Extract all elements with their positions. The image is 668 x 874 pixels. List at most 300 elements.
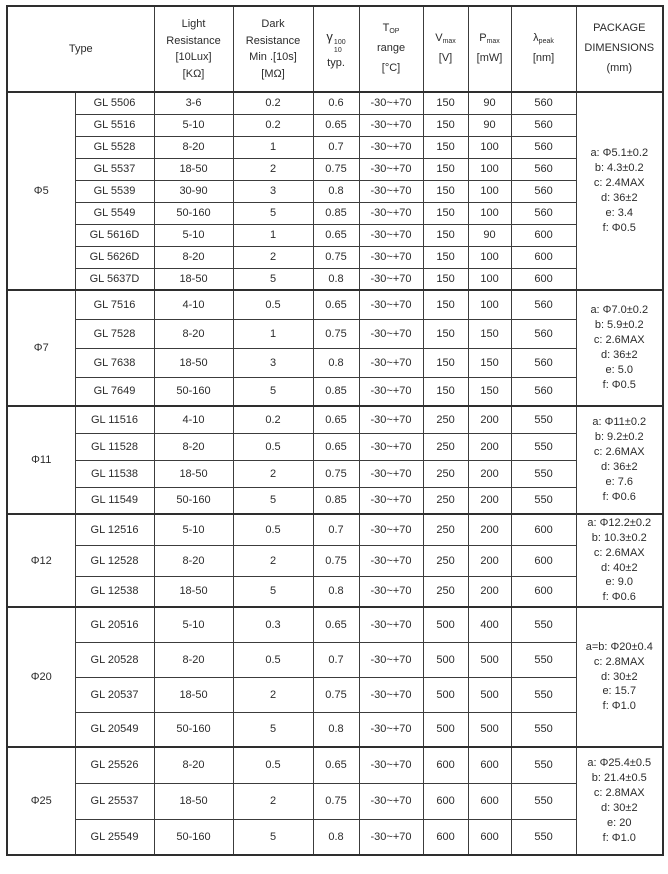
vmax-cell: 150 <box>423 114 468 136</box>
vmax-cell: 250 <box>423 514 468 545</box>
light-resistance-cell: 5-10 <box>154 607 233 642</box>
vmax-cell: 150 <box>423 268 468 290</box>
package-dimension-line: d: 30±2 <box>600 670 638 683</box>
table-row <box>7 460 663 487</box>
table-row <box>7 545 663 576</box>
pmax-cell: 100 <box>468 290 511 319</box>
table-row <box>7 224 663 246</box>
lambda-peak-cell: 550 <box>511 783 576 819</box>
header-type <box>7 6 154 92</box>
model-cell: GL 20549 <box>75 712 154 747</box>
pmax-cell: 200 <box>468 487 511 514</box>
pmax-cell: 100 <box>468 202 511 224</box>
light-resistance-cell: 8-20 <box>154 545 233 576</box>
light-resistance-cell: 50-160 <box>154 712 233 747</box>
package-dimensions-cell <box>576 514 663 607</box>
table-row <box>7 819 663 855</box>
package-dimension-line: d: 36±2 <box>600 192 638 204</box>
table-row <box>7 712 663 747</box>
table-row <box>7 136 663 158</box>
lambda-peak-cell: 550 <box>511 487 576 514</box>
lambda-peak-cell: 560 <box>511 180 576 202</box>
light-resistance-cell: 5-10 <box>154 514 233 545</box>
light-resistance-cell: 8-20 <box>154 642 233 677</box>
vmax-cell: 250 <box>423 576 468 607</box>
table-row <box>7 246 663 268</box>
top-range-cell: -30~+70 <box>359 136 423 158</box>
gamma-cell: 0.75 <box>313 319 359 348</box>
model-cell: GL 5626D <box>75 246 154 268</box>
model-cell: GL 25526 <box>75 747 154 783</box>
dark-resistance-cell: 2 <box>233 460 313 487</box>
package-dimension-line: c: 2.8MAX <box>593 655 645 668</box>
dark-resistance-cell: 0.5 <box>233 514 313 545</box>
package-dimension-line: d: 40±2 <box>600 561 638 574</box>
lambda-peak-cell: 560 <box>511 348 576 377</box>
lambda-peak-cell: 550 <box>511 433 576 460</box>
top-range-cell: -30~+70 <box>359 158 423 180</box>
gamma-cell: 0.65 <box>313 747 359 783</box>
model-cell: GL 5537 <box>75 158 154 180</box>
dark-resistance-cell: 0.5 <box>233 290 313 319</box>
top-range-cell: -30~+70 <box>359 290 423 319</box>
pmax-cell: 200 <box>468 545 511 576</box>
gamma-typ: typ. <box>327 56 345 69</box>
package-dimension-line: b: 10.3±0.2 <box>591 531 647 544</box>
vmax-cell: 150 <box>423 158 468 180</box>
package-dimension-line: f: Φ1.0 <box>602 700 636 713</box>
dark-resistance-cell: 2 <box>233 783 313 819</box>
lambda-peak-cell: 550 <box>511 747 576 783</box>
lambda-peak-cell: 550 <box>511 677 576 712</box>
model-cell: GL 20537 <box>75 677 154 712</box>
dark-resistance-cell: 5 <box>233 268 313 290</box>
pmax-cell: 100 <box>468 246 511 268</box>
dark-resistance-cell: 5 <box>233 712 313 747</box>
model-cell: GL 5506 <box>75 92 154 114</box>
model-cell: GL 11549 <box>75 487 154 514</box>
package-dimensions-cell <box>576 747 663 855</box>
header-lambda-peak: $\lambda_{peak}$ [nm] <box>511 6 576 92</box>
gamma-sub: 10 <box>333 46 342 54</box>
group-label: Φ7 <box>7 290 75 406</box>
pmax-cell: 500 <box>468 712 511 747</box>
top-range-cell: -30~+70 <box>359 514 423 545</box>
top-range-cell: -30~+70 <box>359 642 423 677</box>
gamma-cell: 0.75 <box>313 246 359 268</box>
pmax-cell: 600 <box>468 783 511 819</box>
lambda-peak-cell: 600 <box>511 224 576 246</box>
lambda-peak-cell: 560 <box>511 377 576 406</box>
dark-resistance-cell: 0.2 <box>233 406 313 433</box>
pmax-cell: 150 <box>468 319 511 348</box>
table-row <box>7 677 663 712</box>
top-range-cell: -30~+70 <box>359 202 423 224</box>
package-dimension-line: a: Φ25.4±0.5 <box>587 757 652 770</box>
gamma-cell: 0.7 <box>313 642 359 677</box>
table-row <box>7 514 663 545</box>
dark-resistance-cell: 2 <box>233 246 313 268</box>
table-row <box>7 433 663 460</box>
table-row <box>7 268 663 290</box>
table-row <box>7 92 663 114</box>
light-resistance-cell: 5-10 <box>154 224 233 246</box>
header-type-label: Type <box>68 43 93 55</box>
package-dimension-line: f: Φ0.5 <box>602 378 636 391</box>
package-dimension-line: c: 2.6MAX <box>593 546 645 559</box>
top-range-cell: -30~+70 <box>359 677 423 712</box>
pmax-cell: 200 <box>468 433 511 460</box>
package-dimension-line: c: 2.4MAX <box>593 177 645 190</box>
top-range-cell: -30~+70 <box>359 377 423 406</box>
model-cell: GL 25549 <box>75 819 154 855</box>
pmax-cell: 600 <box>468 747 511 783</box>
model-cell: GL 20528 <box>75 642 154 677</box>
gamma-cell: 0.65 <box>313 406 359 433</box>
top-range-cell: -30~+70 <box>359 319 423 348</box>
lambda-peak-cell: 560 <box>511 290 576 319</box>
light-resistance-cell: 8-20 <box>154 246 233 268</box>
vmax-cell: 600 <box>423 819 468 855</box>
package-dimension-line: e: 7.6 <box>605 475 634 488</box>
vmax-cell: 500 <box>423 607 468 642</box>
top-range-cell: -30~+70 <box>359 180 423 202</box>
model-cell: GL 12516 <box>75 514 154 545</box>
model-cell: GL 12528 <box>75 545 154 576</box>
vmax-cell: 600 <box>423 747 468 783</box>
table-row <box>7 783 663 819</box>
light-resistance-cell: 8-20 <box>154 747 233 783</box>
pmax-cell: 90 <box>468 224 511 246</box>
lambda-peak-cell: 560 <box>511 136 576 158</box>
light-resistance-cell: 4-10 <box>154 406 233 433</box>
vmax-cell: 150 <box>423 319 468 348</box>
package-dimensions-cell <box>576 406 663 514</box>
dark-resistance-cell: 2 <box>233 677 313 712</box>
model-cell: GL 20516 <box>75 607 154 642</box>
light-resistance-cell: 50-160 <box>154 819 233 855</box>
lambda-peak-cell: 600 <box>511 246 576 268</box>
package-dimension-line: e: 15.7 <box>602 685 637 698</box>
package-dimension-line: c: 2.6MAX <box>593 334 645 347</box>
top-range-cell: -30~+70 <box>359 348 423 377</box>
top-range-cell: -30~+70 <box>359 92 423 114</box>
table-row <box>7 642 663 677</box>
package-dimension-line: e: 9.0 <box>605 576 634 589</box>
gamma-cell: 0.8 <box>313 819 359 855</box>
table-row <box>7 180 663 202</box>
top-range-cell: -30~+70 <box>359 114 423 136</box>
model-cell: GL 5637D <box>75 268 154 290</box>
package-dimension-line: b: 9.2±0.2 <box>594 431 644 444</box>
dark-resistance-cell: 1 <box>233 136 313 158</box>
top-range-cell: -30~+70 <box>359 268 423 290</box>
top-range-cell: -30~+70 <box>359 607 423 642</box>
package-dimension-line: c: 2.8MAX <box>593 787 645 800</box>
package-dimension-line: d: 30±2 <box>600 802 638 814</box>
top-range-cell: -30~+70 <box>359 712 423 747</box>
vmax-cell: 150 <box>423 246 468 268</box>
top-range-cell: -30~+70 <box>359 783 423 819</box>
model-cell: GL 11516 <box>75 406 154 433</box>
model-cell: GL 5549 <box>75 202 154 224</box>
model-cell: GL 11528 <box>75 433 154 460</box>
dark-resistance-cell: 1 <box>233 319 313 348</box>
dark-resistance-cell: 2 <box>233 545 313 576</box>
light-resistance-cell: 50-160 <box>154 202 233 224</box>
model-cell: GL 7649 <box>75 377 154 406</box>
pmax-cell: 90 <box>468 114 511 136</box>
table-row <box>7 348 663 377</box>
top-range-cell: -30~+70 <box>359 819 423 855</box>
gamma-cell: 0.7 <box>313 514 359 545</box>
group-label: Φ5 <box>7 92 75 290</box>
package-dimensions-cell <box>576 290 663 406</box>
package-dimension-line: b: 4.3±0.2 <box>594 162 644 175</box>
pmax-cell: 600 <box>468 819 511 855</box>
dark-resistance-cell: 2 <box>233 158 313 180</box>
light-resistance-cell: 18-50 <box>154 783 233 819</box>
dark-resistance-cell: 0.5 <box>233 642 313 677</box>
lambda-peak-cell: 550 <box>511 642 576 677</box>
gamma-cell: 0.75 <box>313 158 359 180</box>
vmax-cell: 250 <box>423 487 468 514</box>
vmax-cell: 150 <box>423 224 468 246</box>
lambda-peak-cell: 600 <box>511 576 576 607</box>
table-row <box>7 576 663 607</box>
model-cell: GL 11538 <box>75 460 154 487</box>
pmax-cell: 200 <box>468 576 511 607</box>
top-range-cell: -30~+70 <box>359 545 423 576</box>
package-dimensions-cell <box>576 92 663 290</box>
header-light-resistance: Light Resistance [10Lux] [KΩ] <box>154 6 233 92</box>
table-header <box>7 6 663 92</box>
light-resistance-cell: 18-50 <box>154 460 233 487</box>
dark-resistance-cell: 5 <box>233 377 313 406</box>
gamma-cell: 0.65 <box>313 607 359 642</box>
gamma-cell: 0.8 <box>313 712 359 747</box>
package-dimension-line: f: Φ1.0 <box>602 831 636 844</box>
pmax-cell: 100 <box>468 158 511 180</box>
light-resistance-cell: 18-50 <box>154 576 233 607</box>
model-cell: GL 25537 <box>75 783 154 819</box>
lambda-peak-cell: 550 <box>511 712 576 747</box>
vmax-cell: 150 <box>423 202 468 224</box>
package-dimension-line: b: 21.4±0.5 <box>591 772 647 785</box>
lambda-peak-cell: 560 <box>511 202 576 224</box>
gamma-cell: 0.75 <box>313 460 359 487</box>
model-cell: GL 5616D <box>75 224 154 246</box>
top-range-cell: -30~+70 <box>359 576 423 607</box>
package-dimension-line: b: 5.9±0.2 <box>594 319 644 332</box>
lambda-peak-cell: 600 <box>511 514 576 545</box>
table-row <box>7 158 663 180</box>
gamma-cell: 0.8 <box>313 348 359 377</box>
package-dimension-line: a: Φ7.0±0.2 <box>590 304 649 317</box>
header-gamma <box>313 6 359 92</box>
header-pmax: $P_{max}$ [mW] <box>468 6 511 92</box>
lambda-peak-cell: 600 <box>511 268 576 290</box>
vmax-cell: 250 <box>423 406 468 433</box>
light-resistance-cell: 4-10 <box>154 290 233 319</box>
dark-resistance-cell: 5 <box>233 487 313 514</box>
top-range-cell: -30~+70 <box>359 406 423 433</box>
gamma-cell: 0.7 <box>313 136 359 158</box>
vmax-cell: 600 <box>423 783 468 819</box>
gamma-cell: 0.85 <box>313 377 359 406</box>
vmax-cell: 500 <box>423 642 468 677</box>
dark-resistance-cell: 0.2 <box>233 114 313 136</box>
package-dimension-line: f: Φ0.5 <box>602 221 636 234</box>
pmax-cell: 500 <box>468 642 511 677</box>
top-range-cell: -30~+70 <box>359 224 423 246</box>
header-vmax: $V_{max}$ [V] <box>423 6 468 92</box>
pmax-cell: 100 <box>468 180 511 202</box>
light-resistance-cell: 18-50 <box>154 677 233 712</box>
model-cell: GL 7638 <box>75 348 154 377</box>
light-resistance-cell: 8-20 <box>154 319 233 348</box>
vmax-cell: 150 <box>423 377 468 406</box>
gamma-cell: 0.8 <box>313 180 359 202</box>
top-range-cell: -30~+70 <box>359 460 423 487</box>
dark-resistance-cell: 0.5 <box>233 433 313 460</box>
gamma-cell: 0.65 <box>313 433 359 460</box>
vmax-cell: 500 <box>423 712 468 747</box>
table-row <box>7 406 663 433</box>
vmax-cell: 150 <box>423 348 468 377</box>
light-resistance-cell: 8-20 <box>154 433 233 460</box>
package-dimension-line: a: Φ12.2±0.2 <box>587 516 652 529</box>
light-resistance-cell: 50-160 <box>154 377 233 406</box>
lambda-peak-cell: 550 <box>511 406 576 433</box>
gamma-cell: 0.6 <box>313 92 359 114</box>
top-range-cell: -30~+70 <box>359 246 423 268</box>
table-row <box>7 202 663 224</box>
light-resistance-cell: 3-6 <box>154 92 233 114</box>
lambda-peak-cell: 550 <box>511 460 576 487</box>
group-label: Φ12 <box>7 514 75 607</box>
table-row <box>7 319 663 348</box>
vmax-cell: 150 <box>423 180 468 202</box>
table-body <box>7 92 663 855</box>
group-label: Φ25 <box>7 747 75 855</box>
vmax-cell: 150 <box>423 92 468 114</box>
gamma-cell: 0.65 <box>313 290 359 319</box>
model-cell: GL 7516 <box>75 290 154 319</box>
gamma-cell: 0.8 <box>313 576 359 607</box>
lambda-peak-cell: 600 <box>511 545 576 576</box>
model-cell: GL 5539 <box>75 180 154 202</box>
package-dimension-line: d: 36±2 <box>600 349 638 361</box>
pmax-cell: 90 <box>468 92 511 114</box>
gamma-cell: 0.8 <box>313 268 359 290</box>
pmax-cell: 150 <box>468 348 511 377</box>
gamma-cell: 0.85 <box>313 202 359 224</box>
top-range-cell: -30~+70 <box>359 747 423 783</box>
light-resistance-cell: 18-50 <box>154 158 233 180</box>
top-range-cell: -30~+70 <box>359 487 423 514</box>
pmax-cell: 200 <box>468 514 511 545</box>
table-row <box>7 377 663 406</box>
package-dimension-line: f: Φ0.6 <box>602 591 636 604</box>
gamma-cell: 0.65 <box>313 114 359 136</box>
gamma-symbol: γ <box>326 28 333 44</box>
dark-resistance-cell: 5 <box>233 819 313 855</box>
lambda-peak-cell: 560 <box>511 158 576 180</box>
dark-resistance-cell: 1 <box>233 224 313 246</box>
dark-resistance-cell: 0.2 <box>233 92 313 114</box>
model-cell: GL 12538 <box>75 576 154 607</box>
vmax-cell: 250 <box>423 460 468 487</box>
gamma-cell: 0.65 <box>313 224 359 246</box>
vmax-cell: 250 <box>423 545 468 576</box>
spec-table <box>6 5 664 856</box>
package-dimension-line: e: 5.0 <box>605 363 634 376</box>
gamma-cell: 0.75 <box>313 783 359 819</box>
light-resistance-cell: 50-160 <box>154 487 233 514</box>
vmax-cell: 500 <box>423 677 468 712</box>
lambda-peak-cell: 560 <box>511 92 576 114</box>
package-dimension-line: e: 20 <box>607 816 632 829</box>
package-dimension-line: a=b: Φ20±0.4 <box>585 640 653 653</box>
pmax-cell: 400 <box>468 607 511 642</box>
table-row <box>7 114 663 136</box>
light-resistance-cell: 8-20 <box>154 136 233 158</box>
lambda-peak-cell: 560 <box>511 319 576 348</box>
top-range-cell: -30~+70 <box>359 433 423 460</box>
table-row <box>7 747 663 783</box>
light-resistance-cell: 18-50 <box>154 348 233 377</box>
vmax-cell: 150 <box>423 136 468 158</box>
header-package-dimensions: PACKAGE DIMENSIONS (mm) <box>576 6 663 92</box>
lambda-peak-cell: 550 <box>511 607 576 642</box>
pmax-cell: 200 <box>468 460 511 487</box>
package-dimensions-cell <box>576 607 663 747</box>
pmax-cell: 100 <box>468 268 511 290</box>
group-label: Φ11 <box>7 406 75 514</box>
lambda-peak-cell: 560 <box>511 114 576 136</box>
header-dark-resistance: Dark Resistance Min .[10s] [MΩ] <box>233 6 313 92</box>
pmax-cell: 150 <box>468 377 511 406</box>
package-dimension-line: a: Φ11±0.2 <box>592 416 647 429</box>
gamma-cell: 0.85 <box>313 487 359 514</box>
gamma-sup: 100 <box>333 38 346 46</box>
light-resistance-cell: 18-50 <box>154 268 233 290</box>
vmax-cell: 250 <box>423 433 468 460</box>
gamma-cell: 0.75 <box>313 545 359 576</box>
dark-resistance-cell: 5 <box>233 576 313 607</box>
dark-resistance-cell: 0.5 <box>233 747 313 783</box>
pmax-cell: 200 <box>468 406 511 433</box>
gamma-cell: 0.75 <box>313 677 359 712</box>
table-row <box>7 290 663 319</box>
package-dimension-line: f: Φ0.6 <box>602 490 636 503</box>
dark-resistance-cell: 3 <box>233 180 313 202</box>
header-top-range: $T_{OP}$ range [°C] <box>359 6 423 92</box>
package-dimension-line: a: Φ5.1±0.2 <box>590 147 649 160</box>
table-row <box>7 487 663 514</box>
dark-resistance-cell: 3 <box>233 348 313 377</box>
model-cell: GL 5516 <box>75 114 154 136</box>
dark-resistance-cell: 5 <box>233 202 313 224</box>
package-dimension-line: d: 36±2 <box>600 461 638 473</box>
dark-resistance-cell: 0.3 <box>233 607 313 642</box>
group-label: Φ20 <box>7 607 75 747</box>
table-row <box>7 607 663 642</box>
package-dimension-line: e: 3.4 <box>605 206 634 219</box>
light-resistance-cell: 5-10 <box>154 114 233 136</box>
light-resistance-cell: 30-90 <box>154 180 233 202</box>
